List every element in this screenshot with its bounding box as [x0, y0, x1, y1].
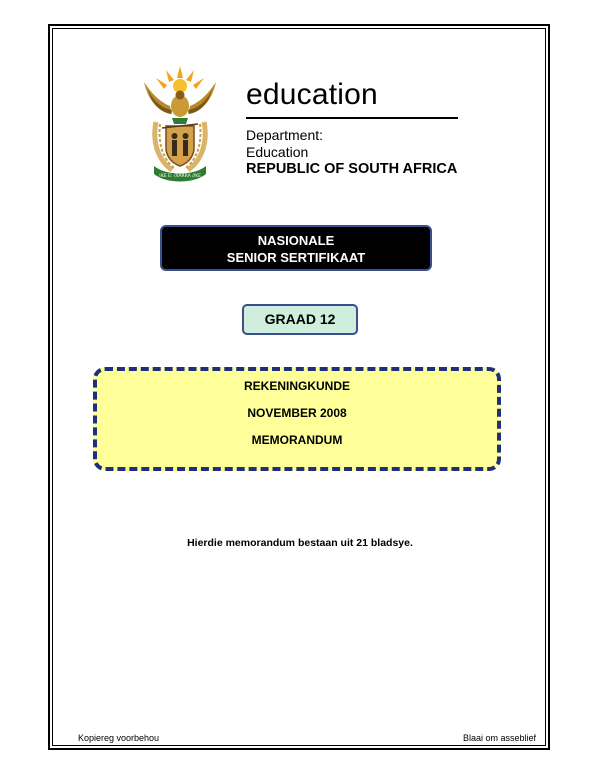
certificate-line-1: NASIONALE: [257, 233, 335, 248]
coat-of-arms-logo: [136, 62, 224, 186]
certificate-title-box: [160, 225, 432, 271]
exam-session: NOVEMBER 2008: [247, 406, 347, 420]
department-name: Education: [246, 144, 309, 160]
subject-box: [93, 367, 501, 471]
certificate-line-2: SENIOR SERTIFIKAAT: [226, 250, 366, 265]
brand-divider: [246, 117, 458, 119]
page-count-note: Hierdie memorandum bestaan uit 21 bladsye.: [187, 537, 413, 549]
brand-word: education: [246, 78, 378, 111]
footer-turn-page: Blaai om asseblief: [462, 733, 536, 743]
crest-motto: !KE E: /XARRA //KE: [159, 174, 201, 179]
grade-label: GRAAD 12: [264, 311, 336, 327]
document-type: MEMORANDUM: [251, 433, 343, 447]
country-name: REPUBLIC OF SOUTH AFRICA: [246, 161, 458, 177]
footer-copyright: Kopiereg voorbehou: [78, 733, 160, 743]
grade-box: [242, 304, 358, 335]
subject-name: REKENINGKUNDE: [243, 379, 350, 393]
department-label: Department:: [246, 127, 324, 143]
